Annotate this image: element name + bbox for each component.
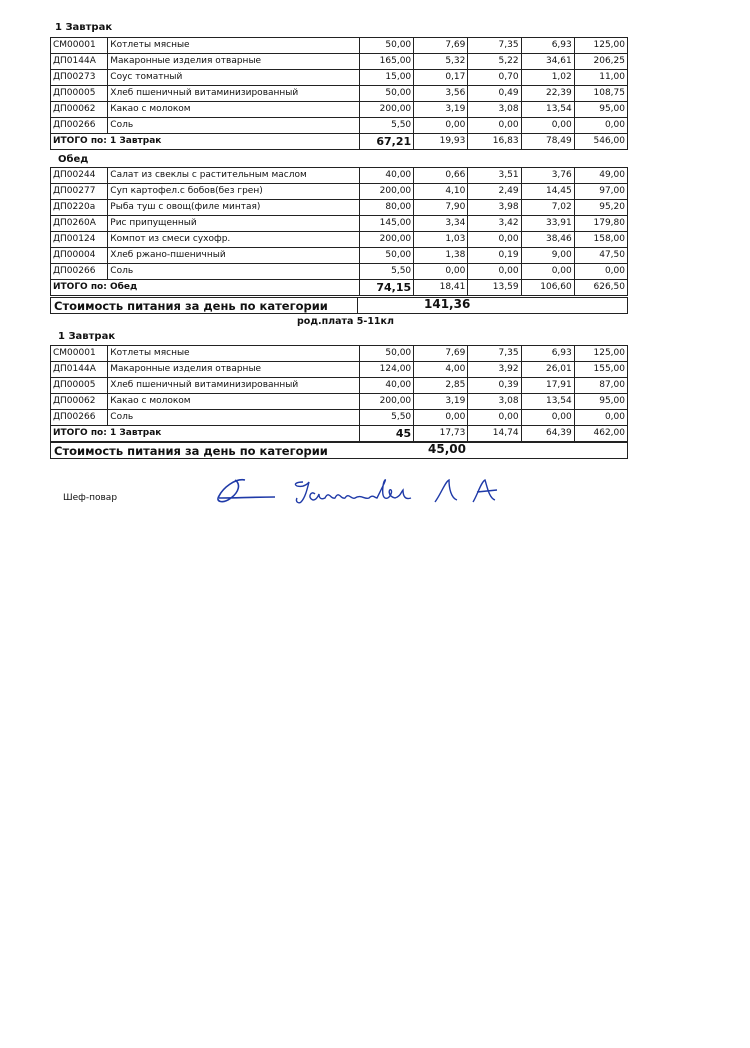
cell-v5: 0,00 [574, 410, 627, 426]
cell-v1: 50,00 [359, 346, 413, 362]
cell-v1: 80,00 [359, 200, 413, 216]
cell-v4: 13,54 [521, 394, 574, 410]
total-v1: 74,15 [359, 280, 413, 296]
cell-v2: 4,00 [414, 362, 468, 378]
cell-v4: 7,02 [521, 200, 574, 216]
table-row [51, 86, 628, 102]
cell-code: ДП00277 [51, 184, 108, 200]
cell-v5: 47,50 [574, 248, 627, 264]
cell-v2: 7,69 [414, 38, 468, 54]
cell-v4: 38,46 [521, 232, 574, 248]
cell-v3: 7,35 [468, 346, 521, 362]
cell-v1: 40,00 [359, 168, 413, 184]
cell-v2: 3,34 [414, 216, 468, 232]
cell-v2: 4,10 [414, 184, 468, 200]
cell-name: Хлеб пшеничный витаминизированный [108, 86, 360, 102]
cell-v5: 11,00 [574, 70, 627, 86]
cell-v3: 0,00 [468, 118, 521, 134]
section-title-breakfast-2: 1 Завтрак [58, 331, 116, 342]
total-v3: 16,83 [468, 134, 521, 150]
table-row [51, 54, 628, 70]
cell-name: Котлеты мясные [108, 346, 360, 362]
lunch-table-body [51, 168, 628, 296]
table-row [51, 200, 628, 216]
total-v2: 17,73 [414, 426, 468, 442]
table-row [51, 38, 628, 54]
daily-cost-label-2: Стоимость питания за день по категории [54, 444, 328, 458]
cell-v1: 200,00 [359, 232, 413, 248]
cell-v1: 50,00 [359, 248, 413, 264]
cell-v4: 6,93 [521, 346, 574, 362]
cell-v5: 155,00 [574, 362, 627, 378]
total-label: ИТОГО по: 1 Завтрак [51, 134, 360, 150]
cell-v4: 14,45 [521, 184, 574, 200]
cell-v2: 7,90 [414, 200, 468, 216]
cell-v3: 0,39 [468, 378, 521, 394]
cell-v5: 108,75 [574, 86, 627, 102]
table-row [51, 378, 628, 394]
cell-v4: 6,93 [521, 38, 574, 54]
cell-code: СМ00001 [51, 38, 108, 54]
cell-v4: 9,00 [521, 248, 574, 264]
cell-v5: 95,00 [574, 102, 627, 118]
breakfast-table-1 [50, 37, 628, 150]
table-row [51, 362, 628, 378]
cell-v4: 0,00 [521, 118, 574, 134]
cell-name: Какао с молоком [108, 102, 360, 118]
cell-name: Соль [108, 118, 360, 134]
chef-label: Шеф-повар [63, 493, 118, 503]
daily-cost-divider [357, 298, 358, 313]
cell-v5: 95,20 [574, 200, 627, 216]
cell-v5: 179,80 [574, 216, 627, 232]
cell-name: Хлеб пшеничный витаминизированный [108, 378, 360, 394]
section-title-breakfast-1: 1 Завтрак [55, 22, 113, 33]
cell-v1: 200,00 [359, 184, 413, 200]
cell-v2: 0,66 [414, 168, 468, 184]
table-row [51, 70, 628, 86]
cell-v1: 15,00 [359, 70, 413, 86]
cell-code: ДП00266 [51, 118, 108, 134]
category-title: род.плата 5-11кл [297, 316, 394, 327]
table-row [51, 102, 628, 118]
cell-code: ДП00124 [51, 232, 108, 248]
cell-v5: 49,00 [574, 168, 627, 184]
cell-v5: 158,00 [574, 232, 627, 248]
cell-name: Какао с молоком [108, 394, 360, 410]
cell-name: Компот из смеси сухофр. [108, 232, 360, 248]
chef-signature [205, 468, 535, 518]
table-row [51, 232, 628, 248]
daily-cost-label: Стоимость питания за день по категории [54, 299, 328, 313]
cell-v4: 26,01 [521, 362, 574, 378]
section-title-lunch: Обед [58, 154, 89, 165]
cell-v3: 3,08 [468, 102, 521, 118]
cell-v5: 0,00 [574, 118, 627, 134]
cell-v3: 2,49 [468, 184, 521, 200]
cell-v3: 3,92 [468, 362, 521, 378]
table-row [51, 184, 628, 200]
cell-name: Хлеб ржано-пшеничный [108, 248, 360, 264]
cell-code: ДП00005 [51, 86, 108, 102]
cell-code: ДП00005 [51, 378, 108, 394]
cell-v4: 0,00 [521, 264, 574, 280]
cell-code: ДП00004 [51, 248, 108, 264]
table-row [51, 264, 628, 280]
cell-name: Соль [108, 410, 360, 426]
cell-v3: 3,98 [468, 200, 521, 216]
cell-v2: 3,19 [414, 102, 468, 118]
cell-v4: 33,91 [521, 216, 574, 232]
cell-v1: 40,00 [359, 378, 413, 394]
cell-name: Салат из свеклы с растительным маслом [108, 168, 360, 184]
total-v3: 14,74 [468, 426, 521, 442]
table-row [51, 248, 628, 264]
daily-cost-box-1 [50, 297, 628, 314]
cell-v5: 125,00 [574, 346, 627, 362]
cell-v3: 0,19 [468, 248, 521, 264]
cell-v1: 200,00 [359, 394, 413, 410]
cell-v2: 0,00 [414, 410, 468, 426]
cell-v1: 200,00 [359, 102, 413, 118]
table-row [51, 410, 628, 426]
cell-code: ДП00244 [51, 168, 108, 184]
cell-v4: 17,91 [521, 378, 574, 394]
cell-v4: 1,02 [521, 70, 574, 86]
total-label: ИТОГО по: 1 Завтрак [51, 426, 360, 442]
cell-v2: 1,03 [414, 232, 468, 248]
daily-cost-box-2 [50, 442, 628, 459]
total-row [51, 134, 628, 150]
cell-v3: 5,22 [468, 54, 521, 70]
total-v5: 546,00 [574, 134, 627, 150]
breakfast-table-1-body [51, 38, 628, 150]
table-row [51, 346, 628, 362]
cell-v3: 3,42 [468, 216, 521, 232]
daily-cost-value: 141,36 [424, 297, 471, 311]
cell-v5: 97,00 [574, 184, 627, 200]
total-v4: 106,60 [521, 280, 574, 296]
table-row [51, 216, 628, 232]
cell-v2: 0,00 [414, 264, 468, 280]
cell-v1: 5,50 [359, 410, 413, 426]
cell-name: Рыба туш с овощ(филе минтая) [108, 200, 360, 216]
total-v5: 626,50 [574, 280, 627, 296]
cell-v4: 13,54 [521, 102, 574, 118]
daily-cost-value-2: 45,00 [428, 442, 466, 456]
cell-code: ДП00266 [51, 264, 108, 280]
cell-v2: 3,56 [414, 86, 468, 102]
cell-name: Соус томатный [108, 70, 360, 86]
cell-v2: 7,69 [414, 346, 468, 362]
cell-v3: 0,70 [468, 70, 521, 86]
total-v1: 67,21 [359, 134, 413, 150]
cell-code: ДП00062 [51, 394, 108, 410]
cell-v1: 50,00 [359, 38, 413, 54]
cell-code: СМ00001 [51, 346, 108, 362]
total-v4: 64,39 [521, 426, 574, 442]
cell-v1: 5,50 [359, 118, 413, 134]
cell-code: ДП0220а [51, 200, 108, 216]
cell-v5: 125,00 [574, 38, 627, 54]
cell-code: ДП0260А [51, 216, 108, 232]
breakfast-table-2 [50, 345, 628, 442]
cell-v1: 50,00 [359, 86, 413, 102]
total-v4: 78,49 [521, 134, 574, 150]
cell-v5: 0,00 [574, 264, 627, 280]
cell-name: Макаронные изделия отварные [108, 362, 360, 378]
cell-v3: 3,08 [468, 394, 521, 410]
cell-v3: 0,49 [468, 86, 521, 102]
cell-v1: 145,00 [359, 216, 413, 232]
cell-v2: 2,85 [414, 378, 468, 394]
cell-v3: 0,00 [468, 232, 521, 248]
cell-v5: 95,00 [574, 394, 627, 410]
cell-v4: 34,61 [521, 54, 574, 70]
table-row [51, 394, 628, 410]
cell-v3: 0,00 [468, 410, 521, 426]
cell-name: Котлеты мясные [108, 38, 360, 54]
cell-code: ДП0144А [51, 362, 108, 378]
cell-v4: 22,39 [521, 86, 574, 102]
cell-v3: 3,51 [468, 168, 521, 184]
total-row [51, 426, 628, 442]
table-row [51, 168, 628, 184]
cell-v1: 124,00 [359, 362, 413, 378]
cell-v2: 5,32 [414, 54, 468, 70]
total-v3: 13,59 [468, 280, 521, 296]
total-v5: 462,00 [574, 426, 627, 442]
cell-v4: 3,76 [521, 168, 574, 184]
cell-code: ДП00062 [51, 102, 108, 118]
breakfast-table-2-body [51, 346, 628, 442]
cell-v4: 0,00 [521, 410, 574, 426]
cell-code: ДП00266 [51, 410, 108, 426]
cell-v2: 0,00 [414, 118, 468, 134]
cell-v5: 206,25 [574, 54, 627, 70]
total-v2: 18,41 [414, 280, 468, 296]
total-row [51, 280, 628, 296]
cell-v2: 3,19 [414, 394, 468, 410]
lunch-table [50, 167, 628, 296]
cell-name: Суп картофел.с бобов(без грен) [108, 184, 360, 200]
total-v1: 45 [359, 426, 413, 442]
cell-v3: 0,00 [468, 264, 521, 280]
cell-v3: 7,35 [468, 38, 521, 54]
cell-name: Рис припущенный [108, 216, 360, 232]
cell-name: Макаронные изделия отварные [108, 54, 360, 70]
cell-v1: 5,50 [359, 264, 413, 280]
total-label: ИТОГО по: Обед [51, 280, 360, 296]
cell-v2: 1,38 [414, 248, 468, 264]
cell-name: Соль [108, 264, 360, 280]
total-v2: 19,93 [414, 134, 468, 150]
cell-v2: 0,17 [414, 70, 468, 86]
cell-code: ДП00273 [51, 70, 108, 86]
table-row [51, 118, 628, 134]
cell-v5: 87,00 [574, 378, 627, 394]
cell-code: ДП0144А [51, 54, 108, 70]
cell-v1: 165,00 [359, 54, 413, 70]
